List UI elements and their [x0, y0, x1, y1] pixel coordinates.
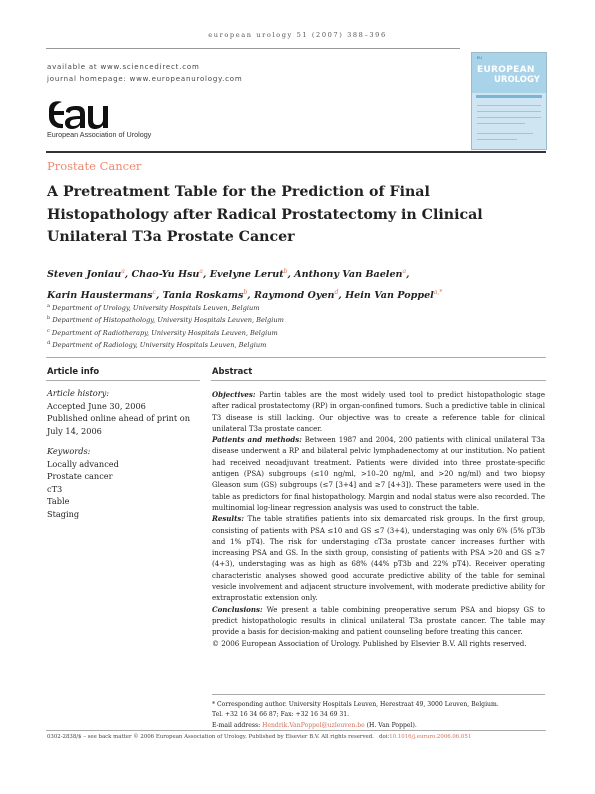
email-owner: (H. Van Poppel). — [366, 721, 417, 729]
author-name[interactable]: Hein Van Poppel — [345, 290, 434, 302]
article-info-panel — [47, 387, 203, 520]
author-name[interactable]: Evelyne Lerut — [209, 269, 284, 281]
email-link[interactable]: Hendrik.VanPoppel@uzleuven.be — [262, 721, 365, 729]
journal-homepage-line[interactable]: journal homepage: www.europeanurology.com — [47, 75, 243, 83]
footer-rule — [46, 730, 546, 731]
accepted-date: Accepted June 30, 2006 — [47, 400, 146, 411]
correspondence-phone: Tel. +32 16 34 66 87; Fax: +32 16 34 69 31. — [212, 711, 350, 719]
conclusions-label: Conclusions: — [212, 604, 263, 614]
author-affiliation-mark[interactable]: c — [152, 289, 156, 297]
affiliation-text: Department of Radiology, University Hospitals Leuven, Belgium — [52, 341, 267, 350]
history-label: Article history: — [47, 388, 109, 398]
affiliation-text: Department of Histopathology, University Hospitals Leuven, Belgium — [52, 316, 284, 325]
author-name[interactable]: Steven Joniau — [47, 269, 122, 281]
abstract-body — [212, 389, 545, 649]
header-rule — [46, 48, 460, 49]
section-divider — [46, 357, 546, 358]
availability-block — [47, 61, 242, 85]
section-label: Prostate Cancer — [47, 159, 142, 173]
correspondence-line: * Corresponding author. University Hospitals Leuven, Herestraat 49, 3000 Leuven, Belgium. — [212, 701, 499, 708]
keyword-item[interactable]: Staging — [47, 508, 80, 519]
abstract-heading: Abstract — [212, 366, 253, 376]
doi-link[interactable]: 10.1016/j.eururo.2006.06.051 — [389, 734, 472, 740]
availability-line[interactable]: available at www.sciencedirect.com — [47, 63, 200, 71]
author-list: Steven Joniau$^a$, Chao-Yu Hsu$^a$, Evelyne Lerut$^b$, Anthony Van Baelen$^a$, Karin Haustermans$^c$, Tania Roskams$^b$, Raymond Oyen$^d$, Hein Van Poppel$^{a,*}$ — [47, 268, 443, 302]
email-label: E-mail address: — [212, 721, 261, 729]
masthead-rule — [46, 151, 546, 153]
affiliation-text: Department of Radiotherapy, University Hospitals Leuven, Belgium — [51, 329, 278, 338]
methods-label: Patients and methods: — [212, 435, 302, 445]
affiliation-item — [47, 301, 547, 313]
cover-title-bottom: UROLOGY — [494, 75, 540, 85]
abstract-rule — [211, 380, 546, 381]
keywords-label: Keywords: — [47, 446, 91, 456]
page-footer — [47, 734, 547, 740]
abstract-copyright: © 2006 European Association of Urology. Published by Elsevier B.V. All rights reserved. — [212, 638, 527, 648]
affiliation-mark: c — [47, 327, 50, 334]
author-affiliation-mark[interactable]: a,* — [433, 289, 443, 297]
results-label: Results: — [212, 514, 244, 524]
article-title: A Pretreatment Table for the Prediction of Final Histopathology after Radical Prostatectomy in Clinical Unilateral T3a Prostate Cancer — [47, 184, 483, 245]
objectives-text: Partin tables are the most widely used tool to predict histopathologic stage after radical prostatectomy (RP) in organ-confined tumors. Such a predictive table in clinical T3 disease is still lacking. Our objective was to create a reference table for clinical unilateral T3a prostate cancer. — [212, 390, 545, 433]
article-info-rule — [46, 380, 200, 381]
affiliation-list — [47, 301, 547, 351]
keyword-item[interactable]: Locally advanced — [47, 458, 119, 469]
correspondence-rule — [212, 694, 545, 695]
affiliation-item — [47, 338, 547, 350]
doi-label: doi: — [379, 734, 390, 740]
author-affiliation-mark[interactable]: a — [121, 268, 125, 275]
article-info-heading: Article info — [47, 366, 100, 376]
journal-header: european urology 51 (2007) 388–396 — [208, 31, 387, 39]
affiliation-item — [47, 313, 547, 325]
journal-cover-image — [471, 52, 547, 150]
keyword-item[interactable]: Prostate cancer — [47, 471, 113, 481]
objectives-label: Objectives: — [212, 390, 256, 399]
cover-title-top: EUROPEAN — [477, 65, 535, 75]
keyword-item[interactable]: Table — [47, 496, 70, 506]
author-affiliation-mark[interactable]: d — [334, 289, 339, 297]
methods-text: Between 1987 and 2004, 200 patients with clinical unilateral T3a disease underwent a RP and bilateral pelvic lymphadenectomy at our institution. No patient had received neoadjuvant treatment. Patients were divided into three prostate-specific antigen (PSA) subgroups (≤10 ng/ml, >10–20 ng/ml, and >20 ng/ml) and two biopsy Gleason sum (GS) subgroups (≤7 [3+4] and ≥7 [4+3]). These parameters were used in the table as predictors for final histopathology. Margin and nodal status were also recorded. The multinomial log-linear regression analysis was used to construct the table. — [212, 435, 545, 512]
footer-copyright: 0302-2838/$ – see back matter © 2006 European Association of Urology. Published by Elsevier B.V. All rights reserved. — [47, 734, 374, 740]
author-affiliation-mark[interactable]: a — [199, 268, 203, 275]
keyword-item[interactable]: cT3 — [47, 483, 63, 494]
affiliation-item — [47, 326, 547, 338]
affiliation-mark: d — [47, 340, 51, 347]
affiliation-mark: a — [47, 303, 50, 309]
author-affiliation-mark[interactable]: b — [283, 268, 288, 275]
conclusions-text: We present a table combining preoperative serum PSA and biopsy GS to predict histopathologic results in clinical unilateral T3a prostate cancer. The table may provide a basis for decision-making and patient counseling before treating this cancer. — [212, 604, 546, 637]
author-affiliation-mark[interactable]: a — [402, 268, 407, 275]
eau-name: European Association of Urology — [47, 130, 152, 139]
correspondence-note — [212, 700, 547, 731]
author-name[interactable]: Chao-Yu Hsu — [131, 269, 200, 281]
affiliation-mark: b — [47, 315, 51, 322]
author-affiliation-mark[interactable]: b — [243, 289, 248, 297]
author-name[interactable]: Tania Roskams — [162, 290, 244, 302]
author-name[interactable]: Raymond Oyen — [253, 290, 335, 302]
cover-small-text: EU — [477, 56, 482, 60]
affiliation-text: Department of Urology, University Hospitals Leuven, Belgium — [52, 304, 260, 313]
author-name[interactable]: Anthony Van Baelen — [294, 269, 403, 281]
author-name[interactable]: Karin Haustermans — [47, 290, 153, 302]
results-text: The table stratifies patients into six demarcated risk groups. In the first group, consisting of patients with PSA ≤10 and GS ≤7 (3+4), understaging was only 6% (5% pT3b and 1% pT4). The risk for understaging cT3a prostate cancer increases further with increasing PSA and GS. In the sixth group, consisting of patients with PSA >20 and GS ≥7 (4+3), understaging was as high as 68% (44% pT3b and 22% pT4). Receiver operating characteristic analyses showed good accurate predictive ability of the table for seminal vesicle involvement and adjacent structure involvement, with moderate predictive ability for extraprostatic extension only. — [212, 514, 545, 603]
published-date: Published online ahead of print on July 14, 2006 — [47, 413, 191, 436]
